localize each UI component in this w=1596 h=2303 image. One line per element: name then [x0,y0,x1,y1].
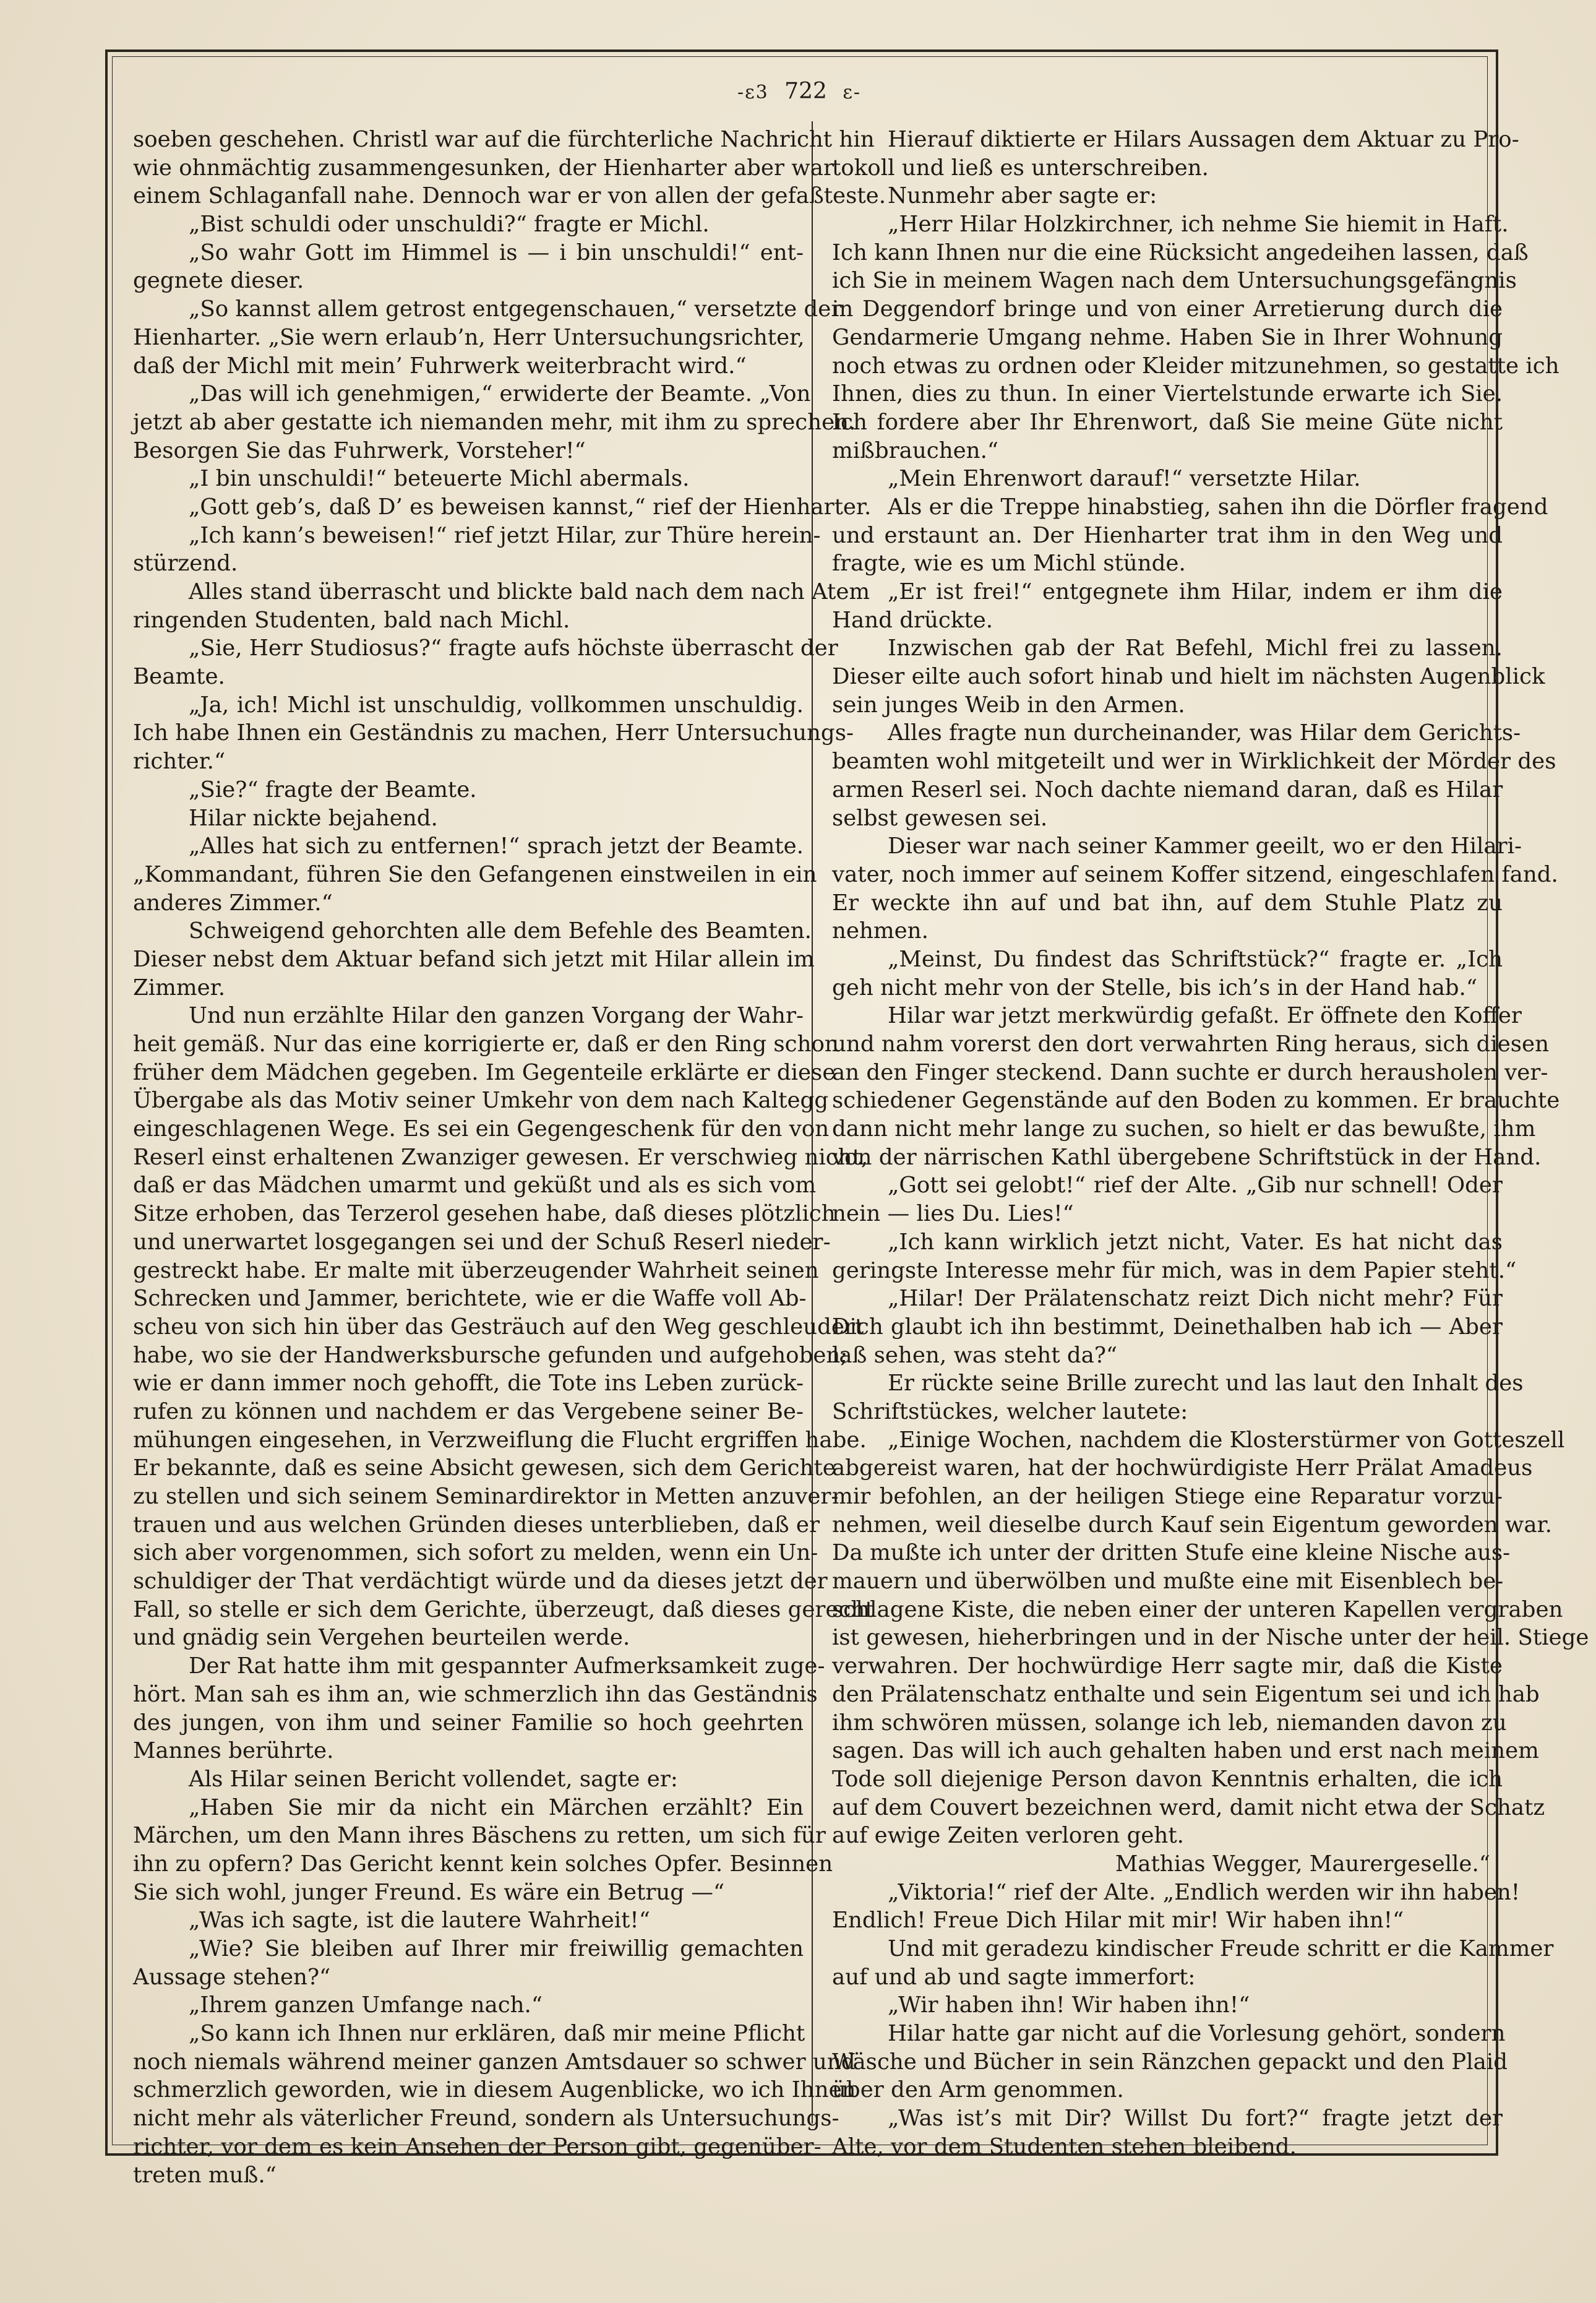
text-line: Er bekannte, daß es seine Absicht gewesen, sich dem Gerichte [133,1455,836,1481]
text-line: Ihnen, dies zu thun. In einer Viertelstunde erwarte ich Sie. [832,381,1503,407]
text-line: „Herr Hilar Holzkirchner, ich nehme Sie hiemit in Haft. [888,212,1509,238]
text-line: dann nicht mehr lange zu suchen, so hielt er das bewußte, ihm [832,1116,1536,1142]
text-line: von der närrischen Kathl übergebene Schriftstück in der Hand. [832,1144,1542,1170]
text-line: den Prälatenschatz enthalte und sein Eigentum sei und ich hab [832,1681,1540,1707]
text-line: fragte, wie es um Michl stünde. [832,551,1186,577]
text-line: mauern und überwölben und mußte eine mit Eisenblech be- [832,1569,1504,1595]
text-line: „Ich kann’s beweisen!“ rief jetzt Hilar, zur Thüre herein- [189,522,821,548]
text-line: „So wahr Gott im Himmel is — i bin unschuldi!“ ent- [189,239,804,265]
text-line: Besorgen Sie das Fuhrwerk, Vorsteher!“ [133,437,586,463]
text-line: zu stellen und sich seinem Seminardirektor in Metten anzuver- [133,1484,839,1509]
text-line: habe, wo sie der Handwerksbursche gefunden und aufgehoben; [133,1342,848,1368]
text-line: „Sie, Herr Studiosus?“ fragte aufs höchste überrascht der [189,635,838,661]
text-line: noch etwas zu ordnen oder Kleider mitzunehmen, so gestatte ich [832,353,1560,379]
text-line: Er weckte ihn auf und bat ihn, auf dem Stuhle Platz zu [832,890,1503,916]
text-line: tokoll und ließ es unterschreiben. [832,155,1209,181]
text-line: „I bin unschuldi!“ beteuerte Michl abermals. [189,466,690,492]
text-line: laß sehen, was steht da?“ [832,1342,1118,1368]
text-line: einem Schlaganfall nahe. Dennoch war er von allen der gefaßteste. [133,183,886,209]
text-line: Alles stand überrascht und blickte bald nach dem nach Atem [189,579,870,605]
text-line: eingeschlagenen Wege. Es sei ein Gegengeschenk für den von [133,1116,830,1142]
text-line: Als er die Treppe hinabstieg, sahen ihn die Dörfler fragend [888,494,1548,520]
text-line: Beamte. [133,664,225,690]
text-line: „Wie? Sie bleiben auf Ihrer mir freiwillig gemachten [189,1936,804,1961]
text-line: „Was ist’s mit Dir? Willst Du fort?“ fragte jetzt der [888,2106,1503,2132]
text-line: scheu von sich hin über das Gesträuch auf den Weg geschleudert [133,1314,864,1340]
text-line: „Mein Ehrenwort darauf!“ versetzte Hilar. [888,466,1361,492]
text-line: „Gott sei gelobt!“ rief der Alte. „Gib nur schnell! Oder [888,1173,1503,1199]
text-line: „Wir haben ihn! Wir haben ihn!“ [888,1992,1250,2018]
text-line: ringenden Studenten, bald nach Michl. [133,607,570,633]
text-line: Ich habe Ihnen ein Geständnis zu machen, Herr Untersuchungs- [133,720,854,746]
text-line: Und nun erzählte Hilar den ganzen Vorgang der Wahr- [189,1003,804,1029]
text-line: „Was ich sagte, ist die lautere Wahrheit!“ [189,1908,650,1934]
text-line: auf und ab und sagte immerfort: [832,1964,1196,1990]
text-line: Aussage stehen?“ [133,1964,331,1990]
text-line: Übergabe als das Motiv seiner Umkehr von dem nach Kaltegg [133,1088,829,1114]
text-line: des jungen, von ihm und seiner Familie so hoch geehrten [133,1710,804,1736]
text-line: Zimmer. [133,975,226,1001]
text-line: daß der Michl mit mein’ Fuhrwerk weiterbracht wird.“ [133,353,747,379]
text-line: „Viktoria!“ rief der Alte. „Endlich werden wir ihn haben! [888,1879,1521,1905]
text-line: „Kommandant, führen Sie den Gefangenen einstweilen in ein [133,861,817,887]
text-line: über den Arm genommen. [832,2077,1124,2103]
text-line: Und mit geradezu kindischer Freude schritt er die Kammer [888,1936,1554,1961]
text-line: rufen zu können und nachdem er das Vergebene seiner Be- [133,1398,804,1424]
text-line: Ich fordere aber Ihr Ehrenwort, daß Sie meine Güte nicht [832,409,1503,435]
text-line: mißbrauchen.“ [832,437,999,463]
text-line: Gendarmerie Umgang nehme. Haben Sie in Ihrer Wohnung [832,324,1503,350]
text-column-right [832,126,1589,2159]
text-line: heit gemäß. Nur das eine korrigierte er, daß er den Ring schon [133,1031,839,1057]
text-line: Inzwischen gab der Rat Befehl, Michl frei zu lassen. [888,635,1503,661]
text-line: Hierauf diktierte er Hilars Aussagen dem Aktuar zu Pro- [888,127,1519,152]
text-line: „Ja, ich! Michl ist unschuldig, vollkommen unschuldig. [189,692,804,718]
text-line: ist gewesen, hieherbringen und in der Nische unter der heil. Stiege [832,1625,1589,1651]
text-line: schuldiger der That verdächtigt würde und da dieses jetzt der [133,1569,828,1595]
text-line: noch niemals während meiner ganzen Amtsdauer so schwer und [133,2049,856,2075]
text-line: trauen und aus welchen Gründen dieses unterblieben, daß er [133,1512,820,1538]
text-line: Dieser nebst dem Aktuar befand sich jetzt mit Hilar allein im [133,946,815,972]
text-line: „Einige Wochen, nachdem die Klosterstürmer von Gotteszell [888,1427,1565,1453]
text-line: und erstaunt an. Der Hienharter trat ihm in den Weg und [832,522,1503,548]
ornament-right: ε- [843,82,862,103]
text-line: schmerzlich geworden, wie in diesem Augenblicke, wo ich Ihnen [133,2077,856,2103]
text-line: „So kann ich Ihnen nur erklären, daß mir meine Pflicht [189,2021,805,2047]
text-line: Dich glaubt ich ihn bestimmt, Deinethalben hab ich — Aber [832,1314,1503,1340]
text-line: Da mußte ich unter der dritten Stufe eine kleine Nische aus- [832,1540,1511,1566]
text-line: treten muß.“ [133,2162,277,2188]
text-line: an den Finger steckend. Dann suchte er durch herausholen ver- [832,1059,1548,1085]
text-line: sein junges Weib in den Armen. [832,692,1185,718]
text-line: „Haben Sie mir da nicht ein Märchen erzählt? Ein [189,1794,804,1820]
text-line: armen Reserl sei. Noch dachte niemand daran, daß es Hilar [832,777,1503,803]
text-line: „Das will ich genehmigen,“ erwiderte der Beamte. „Von [189,381,811,407]
text-line: ich Sie in meinem Wagen nach dem Untersuchungsgefängnis [832,268,1517,294]
text-line: nein — lies Du. Lies!“ [832,1201,1074,1227]
text-line: Reserl einst erhaltenen Zwanziger gewesen. Er verschwieg nicht, [133,1144,869,1170]
ornament-left: -ε3 [737,82,769,103]
text-line: Ich kann Ihnen nur die eine Rücksicht angedeihen lassen, daß [832,239,1529,265]
text-line: beamten wohl mitgeteilt und wer in Wirklichkeit der Mörder des [832,749,1556,775]
text-line: und nahm vorerst den dort verwahrten Ring heraus, sich diesen [832,1031,1549,1057]
text-line: Sitze erhoben, das Terzerol gesehen habe, daß dieses plötzlich [133,1201,836,1227]
text-line: Wäsche und Bücher in sein Ränzchen gepackt und den Plaid [832,2049,1508,2075]
text-line: Dieser war nach seiner Kammer geeilt, wo er den Hilari- [888,833,1522,859]
text-line: abgereist waren, hat der hochwürdigiste Herr Prälat Amadeus [832,1455,1533,1481]
text-line: sagen. Das will ich auch gehalten haben und erst nach meinem [832,1738,1539,1764]
text-line: nehmen, weil dieselbe durch Kauf sein Eigentum geworden war. [832,1512,1552,1538]
text-line: „Alles hat sich zu entfernen!“ sprach jetzt der Beamte. [189,833,804,859]
text-line: wie er dann immer noch gehofft, die Tote ins Leben zurück- [133,1371,804,1397]
text-line: mir befohlen, an der heiligen Stiege eine Reparatur vorzu- [832,1484,1503,1509]
text-line: Schweigend gehorchten alle dem Befehle des Beamten. [189,918,812,944]
text-line: Dieser eilte auch sofort hinab und hielt im nächsten Augenblick [832,664,1545,690]
text-line: „Er ist frei!“ entgegnete ihm Hilar, indem er ihm die [888,579,1503,605]
text-line: gestreckt habe. Er malte mit überzeugender Wahrheit seinen [133,1257,819,1283]
text-line: Hilar nickte bejahend. [189,805,438,831]
text-line: Alles fragte nun durcheinander, was Hilar dem Gerichts- [888,720,1521,746]
text-line: Schrecken und Jammer, berichtete, wie er die Waffe voll Ab- [133,1286,807,1312]
text-line: „Bist schuldi oder unschuldi?“ fragte er Michl. [189,212,710,238]
text-line: „So kannst allem getrost entgegenschauen,“ versetzte der [189,296,842,322]
text-line: sich aber vorgenommen, sich sofort zu melden, wenn ein Un- [133,1540,818,1566]
text-line: stürzend. [133,551,238,577]
text-line: schlagene Kiste, die neben einer der unteren Kapellen vergraben [832,1596,1563,1622]
text-line: Märchen, um den Mann ihres Bäschens zu retten, um sich für [133,1823,826,1849]
text-line: Der Rat hatte ihm mit gespannter Aufmerksamkeit zuge- [189,1653,825,1679]
text-line: Er rückte seine Brille zurecht und las laut den Inhalt des [888,1371,1524,1397]
text-line: Hienharter. „Sie wern erlaub’n, Herr Untersuchungsrichter, [133,324,805,350]
text-line: mühungen eingesehen, in Verzweiflung die Flucht ergriffen habe. [133,1427,867,1453]
text-line: hört. Man sah es ihm an, wie schmerzlich ihn das Geständnis [133,1681,818,1707]
text-line: selbst gewesen sei. [832,805,1048,831]
text-line: verwahren. Der hochwürdige Herr sagte mir, daß die Kiste [832,1653,1503,1679]
text-line: anderes Zimmer.“ [133,890,333,916]
text-line: Alte, vor dem Studenten stehen bleibend. [832,2133,1297,2159]
text-line: früher dem Mädchen gegeben. Im Gegenteile erklärte er diese [133,1059,836,1085]
text-line: Schriftstückes, welcher lautete: [832,1398,1188,1424]
text-line: Als Hilar seinen Bericht vollendet, sagte er: [189,1766,678,1792]
text-line: Fall, so stelle er sich dem Gerichte, überzeugt, daß dieses gerecht [133,1596,874,1622]
text-line: nehmen. [832,918,929,944]
text-line: „Ich kann wirklich jetzt nicht, Vater. Es hat nicht das [888,1229,1503,1255]
text-line: ihn zu opfern? Das Gericht kennt kein solches Opfer. Besinnen [133,1851,833,1877]
text-line: soeben geschehen. Christl war auf die fürchterliche Nachricht hin [133,127,875,152]
text-line: auf dem Couvert bezeichnen werd, damit nicht etwa der Schatz [832,1794,1545,1820]
text-line: Hilar war jetzt merkwürdig gefaßt. Er öffnete den Koffer [888,1003,1522,1029]
signature-line: Mathias Wegger, Maurergeselle.“ [1115,1851,1490,1877]
text-line: nicht mehr als väterlicher Freund, sondern als Untersuchungs- [133,2106,839,2132]
text-line: Tode soll diejenige Person davon Kenntnis erhalten, die ich [832,1766,1503,1792]
text-line: Endlich! Freue Dich Hilar mit mir! Wir haben ihn!“ [832,1908,1404,1934]
text-line: „Gott geb’s, daß D’ es beweisen kannst,“ rief der Hienharter. [189,494,872,520]
text-line: „Meinst, Du findest das Schriftstück?“ fragte er. „Ich [888,946,1503,972]
page-number: 722 [784,79,827,104]
text-line: richter.“ [133,749,226,775]
text-line: Hilar hatte gar nicht auf die Vorlesung gehört, sondern [888,2021,1506,2047]
text-line: Mannes berührte. [133,1738,334,1764]
text-line: geringste Interesse mehr für mich, was in dem Papier steht.“ [832,1257,1517,1283]
text-line: Sie sich wohl, junger Freund. Es wäre ein Betrug —“ [133,1879,725,1905]
text-line: auf ewige Zeiten verloren geht. [832,1823,1184,1849]
text-line: schiedener Gegenstände auf den Boden zu kommen. Er brauchte [832,1088,1560,1114]
text-line: daß er das Mädchen umarmt und geküßt und als es sich vom [133,1173,817,1199]
text-line: wie ohnmächtig zusammengesunken, der Hienharter aber war [133,155,834,181]
text-line: Nunmehr aber sagte er: [888,183,1157,209]
text-line: gegnete dieser. [133,268,304,294]
text-line: richter, vor dem es kein Ansehen der Person gibt, gegenüber- [133,2133,822,2159]
text-line: Hand drückte. [832,607,993,633]
text-line: „Hilar! Der Prälatenschatz reizt Dich nicht mehr? Für [888,1286,1503,1312]
text-line: ihm schwören müssen, solange ich leb, niemanden davon zu [832,1710,1507,1736]
text-line: geh nicht mehr von der Stelle, bis ich’s in der Hand hab.“ [832,975,1478,1001]
text-line: „Ihrem ganzen Umfange nach.“ [189,1992,543,2018]
page-header [112,73,1487,110]
text-line: jetzt ab aber gestatte ich niemanden mehr, mit ihm zu sprechen. [133,409,856,435]
text-line: „Sie?“ fragte der Beamte. [189,777,477,803]
text-line: und unerwartet losgegangen sei und der Schuß Reserl nieder- [133,1229,831,1255]
text-line: vater, noch immer auf seinem Koffer sitzend, eingeschlafen fand. [832,861,1558,887]
text-line: in Deggendorf bringe und von einer Arretierung durch die [832,296,1503,322]
text-line: und gnädig sein Vergehen beurteilen werde. [133,1625,630,1651]
